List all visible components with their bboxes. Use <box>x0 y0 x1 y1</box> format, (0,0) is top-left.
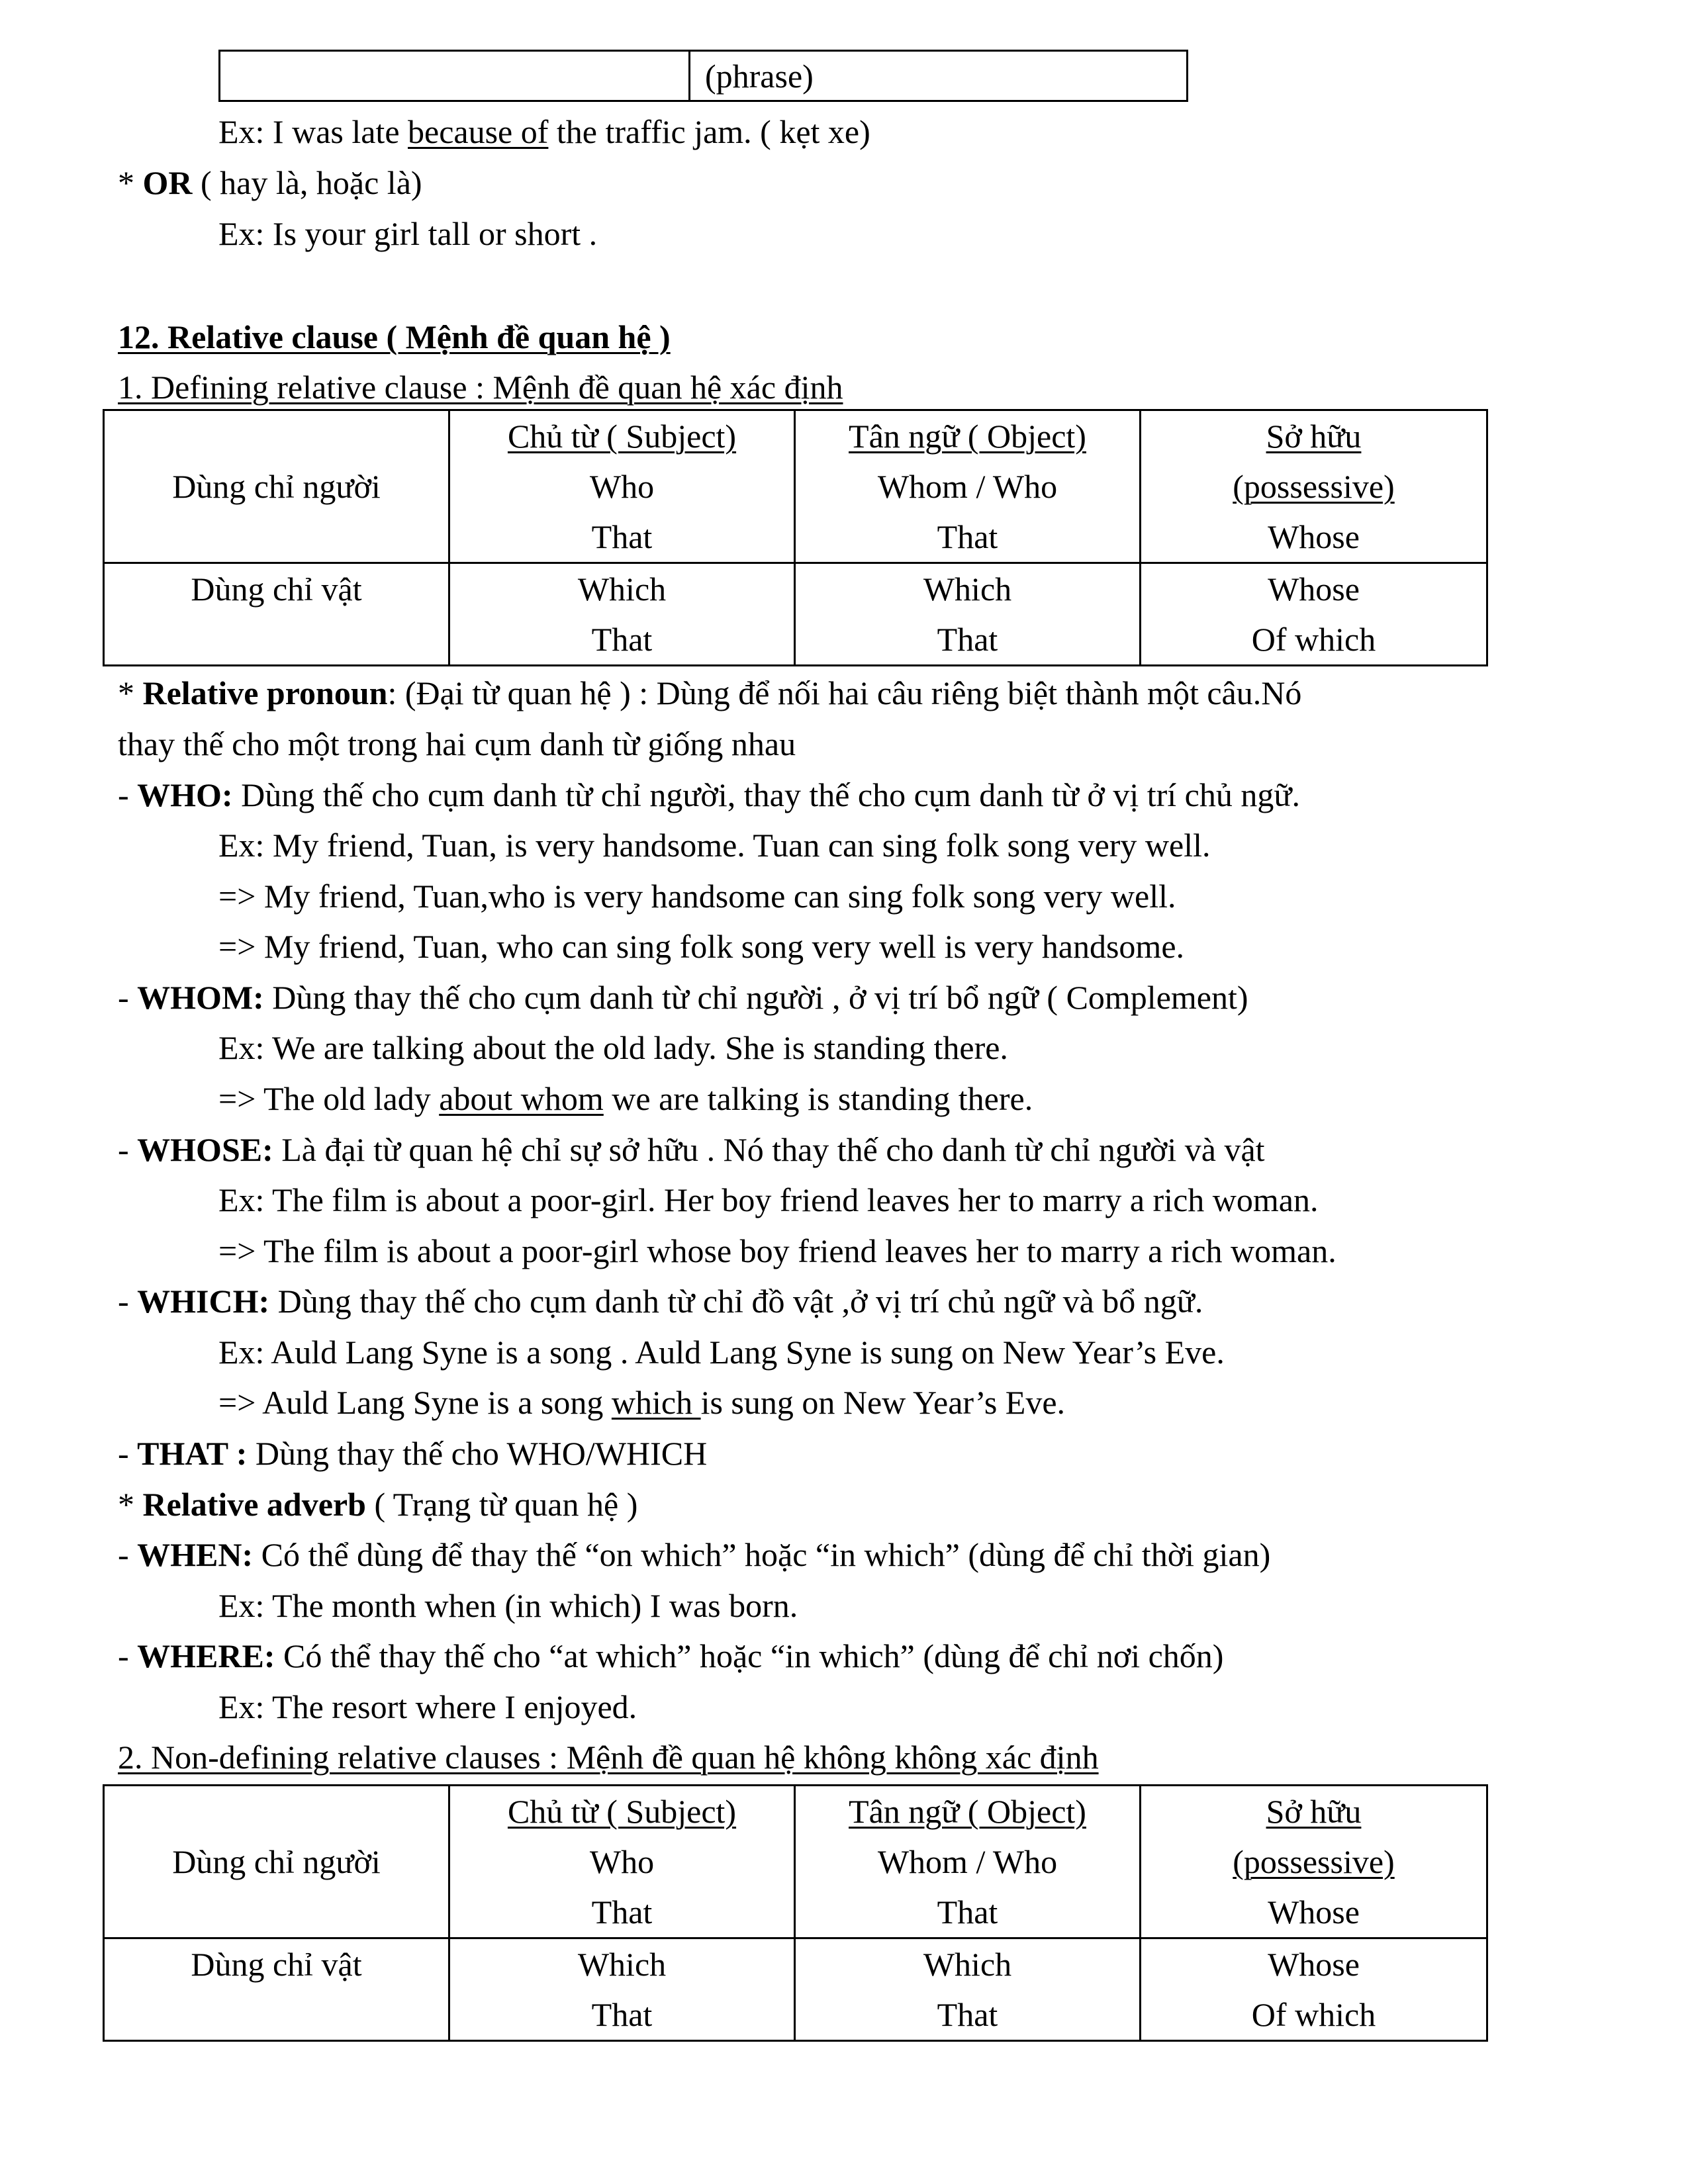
example-because-line: Ex: I was late because of the traffic jam. ( kẹt xe) <box>218 113 870 150</box>
non-defining-relative-table <box>103 1784 1488 2042</box>
whom-definition: - WHOM: Dùng thay thế cho cụm danh từ chỉ người , ở vị trí bổ ngữ ( Complement) <box>118 979 1248 1016</box>
relative-adverb-heading: * Relative adverb ( Trạng từ quan hệ ) <box>118 1486 638 1523</box>
where-definition: - WHERE: Có thể thay thế cho “at which” hoặc “in which” (dùng để chỉ nơi chốn) <box>118 1637 1224 1674</box>
who-result-2: => My friend, Tuan, who can sing folk song very well is very handsome. <box>218 928 1185 965</box>
relative-pronoun-line-1: * Relative pronoun: (Đại từ quan hệ ) : Dùng để nối hai câu riêng biệt thành một câu.Nó <box>118 674 1302 711</box>
whose-example: Ex: The film is about a poor-girl. Her boy friend leaves her to marry a rich woman. <box>218 1181 1319 1218</box>
top-table-left-cell <box>220 51 690 101</box>
defining-relative-table <box>103 409 1488 666</box>
whose-result: => The film is about a poor-girl whose boy friend leaves her to marry a rich woman. <box>218 1232 1336 1269</box>
subject-person-cell: Chủ từ ( Subject) Who That <box>449 1786 795 1938</box>
object-thing-cell: Which That <box>795 1938 1141 2041</box>
which-example: Ex: Auld Lang Syne is a song . Auld Lang Syne is sung on New Year’s Eve. <box>218 1334 1225 1371</box>
row-label-person: Dùng chỉ người <box>104 1786 449 1938</box>
whom-example: Ex: We are talking about the old lady. She is standing there. <box>218 1029 1008 1066</box>
defining-heading: 1. Defining relative clause : Mệnh đề quan hệ xác định <box>118 369 843 406</box>
whose-definition: - WHOSE: Là đại từ quan hệ chỉ sự sở hữu . Nó thay thế cho danh từ chỉ người và vật <box>118 1131 1265 1168</box>
when-example: Ex: The month when (in which) I was born. <box>218 1587 798 1624</box>
subject-person-cell: Chủ từ ( Subject) Who That <box>449 410 795 563</box>
possessive-thing-cell: Whose Of which <box>1141 1938 1487 2041</box>
which-definition: - WHICH: Dùng thay thế cho cụm danh từ chỉ đồ vật ,ở vị trí chủ ngữ và bổ ngữ. <box>118 1283 1203 1320</box>
row-label-thing: Dùng chỉ vật <box>104 1938 449 2041</box>
when-definition: - WHEN: Có thể dùng để thay thế “on which” hoặc “in which” (dùng để chỉ thời gian) <box>118 1536 1271 1573</box>
relative-pronoun-line-2: thay thế cho một trong hai cụm danh từ giống nhau <box>118 725 796 762</box>
or-heading: * OR ( hay là, hoặc là) <box>118 164 422 201</box>
subject-thing-cell: Which That <box>449 563 795 666</box>
row-label-thing: Dùng chỉ vật <box>104 563 449 666</box>
top-table-right-cell: (phrase) <box>690 51 1188 101</box>
example-or-line: Ex: Is your girl tall or short . <box>218 215 598 252</box>
top-partial-table <box>218 50 1188 102</box>
where-example: Ex: The resort where I enjoyed. <box>218 1688 637 1725</box>
row-label-person: Dùng chỉ người <box>104 410 449 563</box>
that-definition: - THAT : Dùng thay thế cho WHO/WHICH <box>118 1435 708 1472</box>
who-definition: - WHO: Dùng thế cho cụm danh từ chỉ người, thay thế cho cụm danh từ ở vị trí chủ ngữ. <box>118 776 1300 813</box>
object-person-cell: Tân ngữ ( Object) Whom / Who That <box>795 410 1141 563</box>
possessive-thing-cell: Whose Of which <box>1141 563 1487 666</box>
subject-thing-cell: Which That <box>449 1938 795 2041</box>
who-result-1: => My friend, Tuan,who is very handsome can sing folk song very well. <box>218 878 1176 915</box>
possessive-person-cell: Sở hữu (possessive) Whose <box>1141 1786 1487 1938</box>
which-result: => Auld Lang Syne is a song which is sung on New Year’s Eve. <box>218 1384 1066 1421</box>
who-example: Ex: My friend, Tuan, is very handsome. Tuan can sing folk song very well. <box>218 827 1211 864</box>
non-defining-heading: 2. Non-defining relative clauses : Mệnh đề quan hệ không không xác định <box>118 1739 1099 1776</box>
whom-result: => The old lady about whom we are talking is standing there. <box>218 1080 1033 1117</box>
section-title: 12. Relative clause ( Mệnh đề quan hệ ) <box>118 318 671 355</box>
object-person-cell: Tân ngữ ( Object) Whom / Who That <box>795 1786 1141 1938</box>
possessive-person-cell: Sở hữu (possessive) Whose <box>1141 410 1487 563</box>
object-thing-cell: Which That <box>795 563 1141 666</box>
